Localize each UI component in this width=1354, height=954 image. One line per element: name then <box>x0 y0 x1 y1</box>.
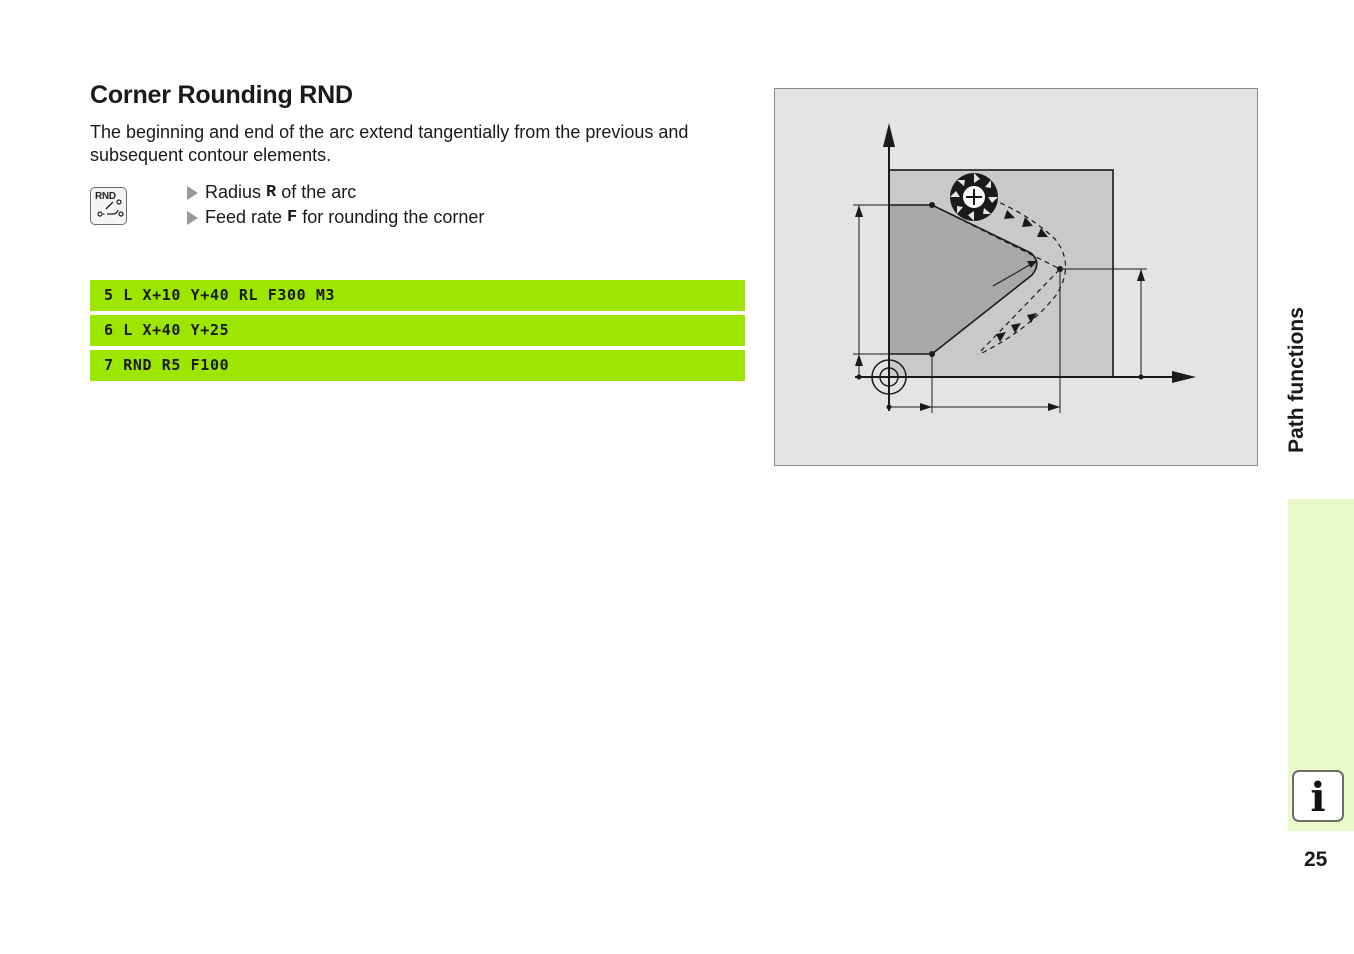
code-line: 7 RND R5 F100 <box>90 350 745 381</box>
bullet-text: Radius <box>205 182 262 202</box>
triangle-bullet-icon <box>187 211 198 225</box>
bullet-param: F <box>287 208 298 227</box>
parameter-list <box>187 180 484 230</box>
code-block <box>90 280 745 385</box>
y-axis-arrow <box>883 123 895 147</box>
milling-cutter-icon <box>950 173 998 221</box>
page-number: 25 <box>1304 848 1328 871</box>
rounding-glyph-icon <box>91 188 128 226</box>
info-glyph: i <box>1310 774 1326 821</box>
x-axis-arrow <box>1172 371 1196 383</box>
code-line: 5 L X+10 Y+40 RL F300 M3 <box>90 280 745 311</box>
bullet-text: Feed rate <box>205 207 283 227</box>
intro-text: The beginning and end of the arc extend tangentially from the previous and subsequent contour elements. <box>90 122 689 165</box>
info-icon[interactable] <box>1292 770 1344 822</box>
list-item <box>187 205 484 230</box>
rnd-diagram <box>775 89 1259 467</box>
rnd-key-label: RND <box>95 191 116 202</box>
rnd-key-icon <box>90 187 127 225</box>
bullet-param: R <box>266 183 277 202</box>
chapter-label: Path functions <box>1285 307 1308 453</box>
bullet-text: for rounding the corner <box>302 207 485 227</box>
code-line: 6 L X+40 Y+25 <box>90 315 745 346</box>
list-item <box>187 180 484 205</box>
bullet-text: of the arc <box>281 182 357 202</box>
corner-rounding-figure <box>774 88 1258 466</box>
triangle-bullet-icon <box>187 186 198 200</box>
page-title: Corner Rounding RND <box>90 81 353 109</box>
